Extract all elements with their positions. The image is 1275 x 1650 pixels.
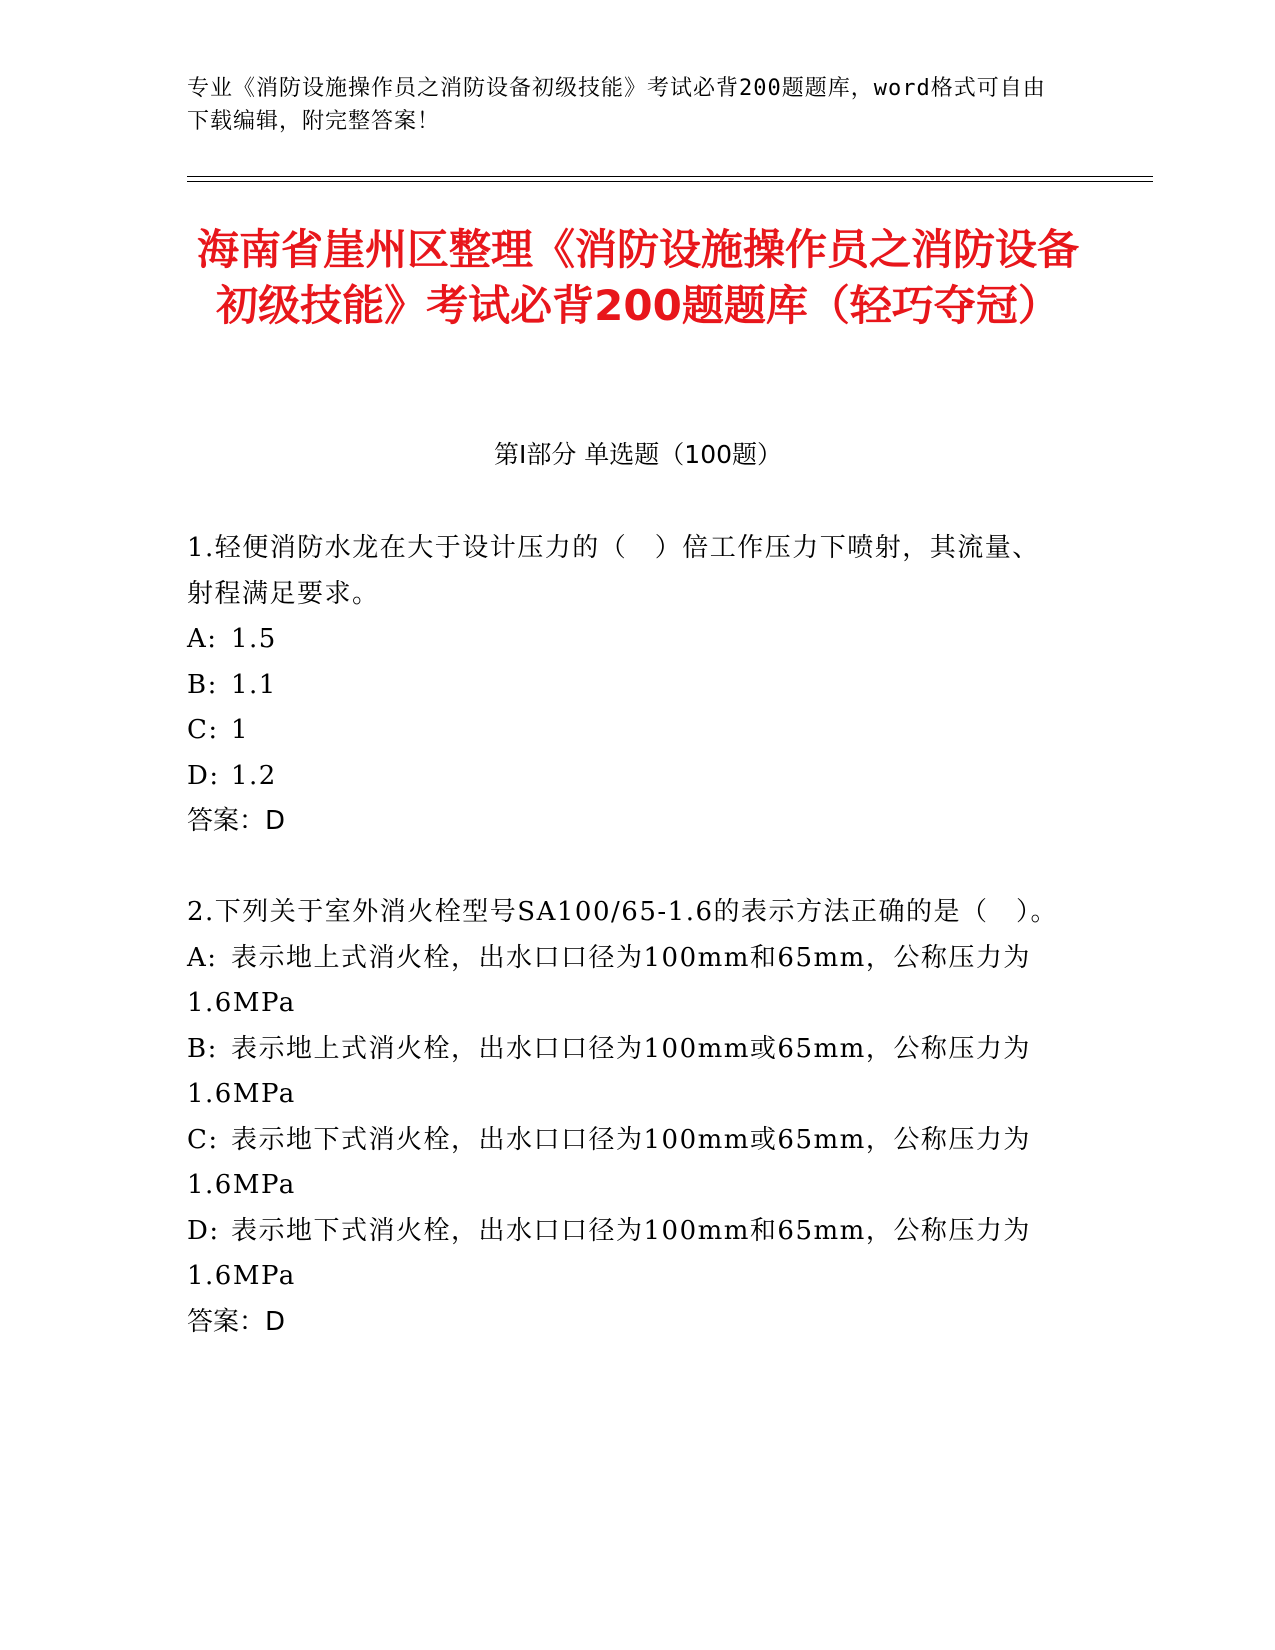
answer-line: 答案：D xyxy=(187,806,286,836)
answer-line: 答案：D xyxy=(187,1306,286,1337)
option-letter: C: xyxy=(187,1124,219,1155)
option-b xyxy=(187,663,1067,709)
option-text: 表示地上式消火栓，出水口口径为100mm或65mm，公称压力为1.6MPa xyxy=(187,1033,1031,1109)
option-d xyxy=(187,754,1067,800)
option-letter: C: xyxy=(187,715,219,745)
question-list xyxy=(187,526,1067,1391)
option-text: 表示地上式消火栓，出水口口径为100mm和65mm，公称压力为1.6MPa xyxy=(187,942,1031,1018)
question-stem: 1.轻便消防水龙在大于设计压力的（ ）倍工作压力下喷射，其流量、射程满足要求。 xyxy=(187,533,1040,609)
option-c xyxy=(187,1118,1067,1209)
question-stem: 2.下列关于室外消火栓型号SA100/65-1.6的表示方法正确的是（ ）。 xyxy=(187,897,1058,927)
option-text: 1.1 xyxy=(231,669,277,700)
option-letter: A: xyxy=(187,942,218,973)
option-text: 1.2 xyxy=(231,760,277,791)
option-letter: B: xyxy=(187,1033,218,1064)
option-text: 1.5 xyxy=(231,624,277,654)
option-text: 1 xyxy=(231,715,250,745)
option-c xyxy=(187,708,1067,754)
header-note: 专业《消防设施操作员之消防设备初级技能》考试必背200题题库，word格式可自由下载编辑，附完整答案！ xyxy=(187,76,1046,134)
section-heading: 第I部分 单选题（100题） xyxy=(493,440,783,469)
option-text: 表示地下式消火栓，出水口口径为100mm和65mm，公称压力为1.6MPa xyxy=(187,1215,1031,1291)
option-letter: D: xyxy=(187,1215,220,1246)
document-title: 海南省崖州区整理《消防设施操作员之消防设备初级技能》考试必背200题题库（轻巧夺冠） xyxy=(196,225,1079,330)
option-a xyxy=(187,936,1067,1027)
option-d xyxy=(187,1209,1067,1300)
header-divider-bottom xyxy=(187,181,1153,182)
option-b xyxy=(187,1027,1067,1118)
option-letter: D: xyxy=(187,760,220,791)
option-a xyxy=(187,617,1067,663)
question-item xyxy=(187,526,1067,844)
header-divider-top xyxy=(187,176,1153,177)
option-letter: A: xyxy=(187,624,218,654)
option-text: 表示地下式消火栓，出水口口径为100mm或65mm，公称压力为1.6MPa xyxy=(187,1124,1031,1200)
question-item xyxy=(187,890,1067,1345)
option-letter: B: xyxy=(187,669,218,700)
